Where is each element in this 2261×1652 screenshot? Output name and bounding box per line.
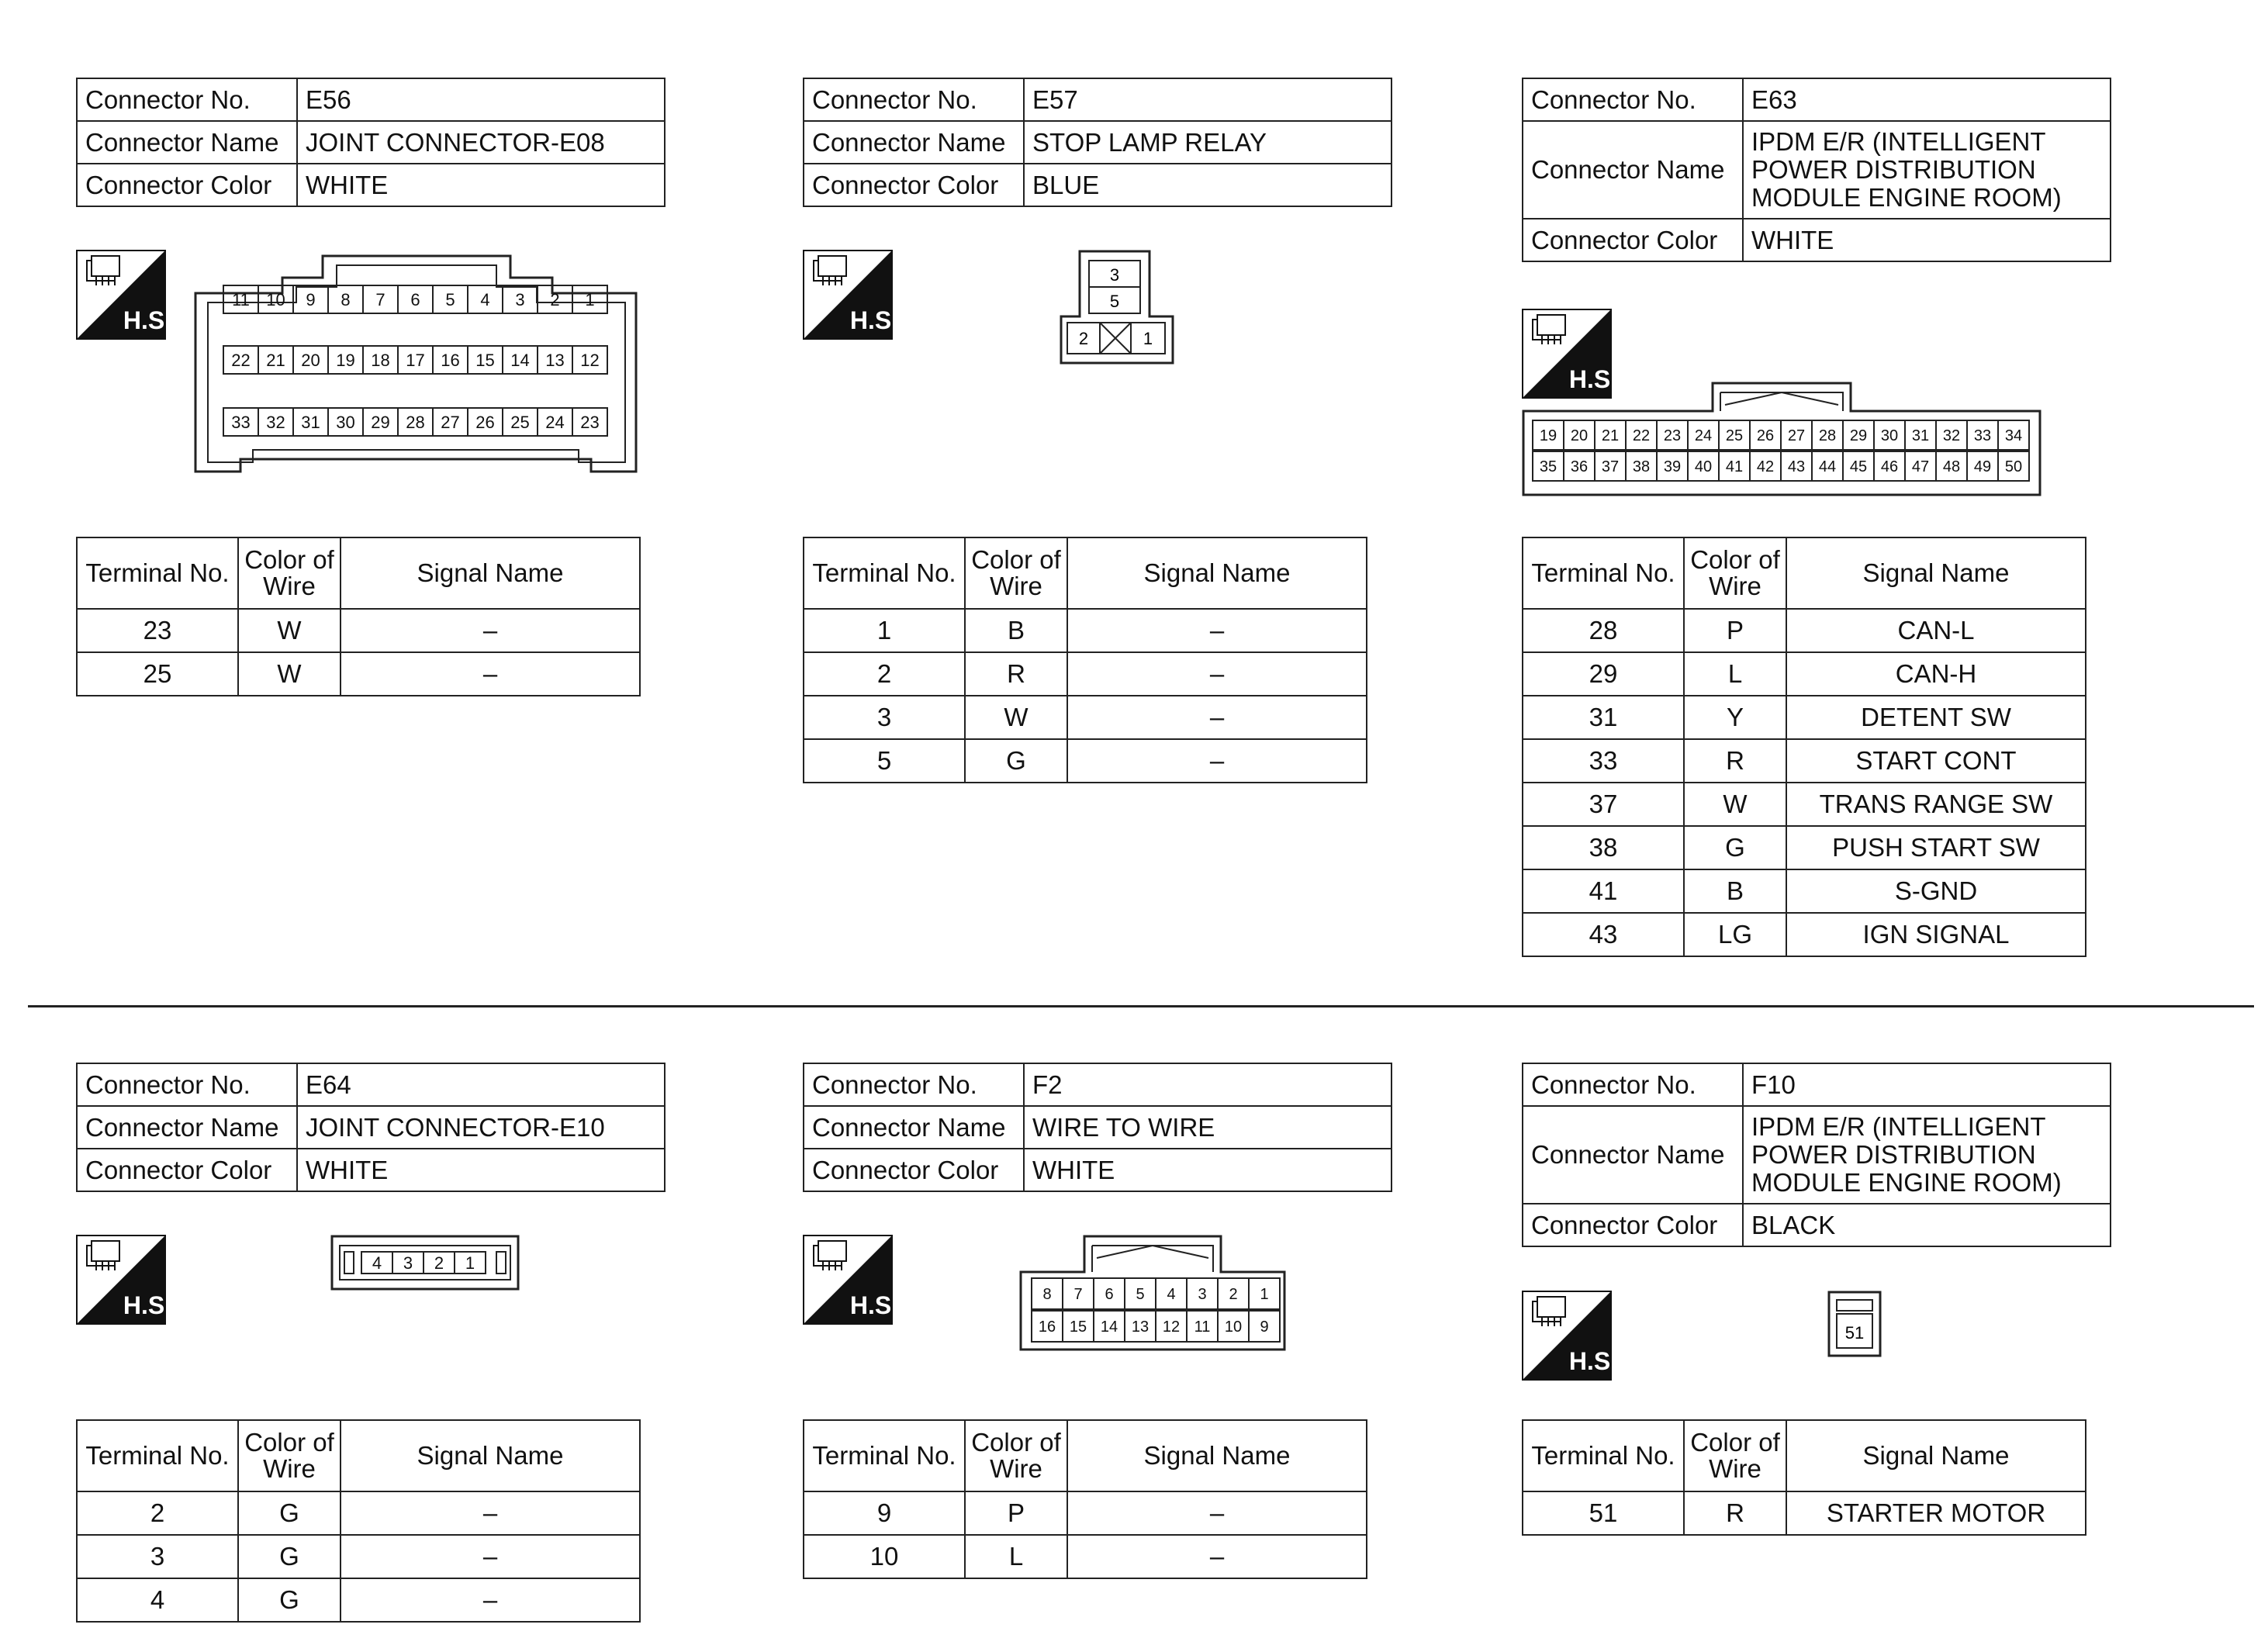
terminal-no-header: Terminal No. [804,537,965,609]
pin-label: 23 [580,412,600,432]
pin-label: 42 [1756,458,1775,476]
pin-label: 15 [475,350,495,370]
pin-label: 11 [232,289,250,309]
wire-color-cell: G [238,1491,341,1535]
signal-name-header: Signal Name [341,537,640,609]
wire-color-header: Color of Wire [965,537,1067,609]
pin-label: 43 [1787,458,1806,476]
table-row [804,1535,1367,1578]
wire-color-header: Color of Wire [1684,537,1786,609]
pin-label: 10 [1224,1318,1243,1336]
pin-label: 18 [371,350,390,370]
harness-side-icon [803,1235,899,1325]
pin-label: 24 [1694,427,1713,445]
pin-label: 19 [336,350,355,370]
table-row [1523,696,2086,739]
terminal-no-header: Terminal No. [1523,537,1684,609]
pin-label: 2 [434,1253,444,1273]
signal-name-cell: DETENT SW [1786,696,2086,739]
signal-name-cell: START CONT [1786,739,2086,783]
connector-info-table [1522,78,2111,262]
connector-panel-e64 [76,1063,666,1192]
table-row [1523,783,2086,826]
pin-label: 5 [1109,292,1120,311]
connector-panel-f10 [1522,1063,2111,1247]
pin-label: 27 [441,412,460,432]
connector-name-value: JOINT CONNECTOR-E10 [297,1106,665,1149]
connector-no-label: Connector No. [1523,78,1743,121]
connector-no-value: E63 [1743,78,2111,121]
pin-label: 36 [1570,458,1589,476]
pin-label: 1 [1143,329,1153,348]
pin-label: 45 [1849,458,1868,476]
terminal-no-cell: 23 [77,609,238,652]
signal-name-cell: – [1067,1491,1367,1535]
signal-name-cell: STARTER MOTOR [1786,1491,2086,1535]
wire-color-cell: B [965,609,1067,652]
pin-label: 39 [1663,458,1682,476]
pin-label: 20 [1570,427,1589,445]
wire-color-cell: LG [1684,913,1786,956]
connector-color-value: WHITE [297,164,665,206]
harness-side-icon [803,250,899,340]
terminal-table-e64 [76,1419,641,1623]
terminal-no-cell: 29 [1523,652,1684,696]
signal-name-cell: – [1067,696,1367,739]
terminal-no-cell: 28 [1523,609,1684,652]
pin-label: 22 [231,350,251,370]
pin-label: 29 [371,412,390,432]
connector-no-label: Connector No. [77,78,297,121]
wire-color-cell: R [965,652,1067,696]
terminal-no-cell: 3 [77,1535,238,1578]
pin-label: 46 [1880,458,1899,476]
pin-label: 32 [1942,427,1961,445]
connector-name-label: Connector Name [1523,1106,1743,1204]
connector-color-label: Connector Color [77,164,297,206]
terminal-no-header: Terminal No. [77,537,238,609]
wire-color-cell: P [1684,609,1786,652]
terminal-table-e57 [803,537,1367,783]
pin-label: 48 [1942,458,1961,476]
connector-info-table [803,78,1392,207]
pin-label: 28 [406,412,425,432]
table-row [77,1535,640,1578]
pin-label: 9 [1260,1318,1269,1336]
connector-no-value: F2 [1024,1063,1392,1106]
connector-face-e56 [194,250,639,473]
connector-no-value: E57 [1024,78,1392,121]
wire-color-cell: G [238,1578,341,1622]
signal-name-header: Signal Name [341,1420,640,1491]
connector-no-value: F10 [1743,1063,2111,1106]
signal-name-cell: – [341,1535,640,1578]
connector-info-table [76,78,666,207]
terminal-no-cell: 25 [77,652,238,696]
wire-color-cell: W [1684,783,1786,826]
terminal-no-cell: 4 [77,1578,238,1622]
pin-label: 15 [1069,1318,1087,1336]
connector-panel-e56 [76,78,666,207]
hs-label: H.S. [1568,1347,1618,1375]
table-row [1523,826,2086,869]
connector-face-e63 [1522,382,2043,498]
signal-name-header: Signal Name [1067,537,1367,609]
connector-face-f10 [1827,1291,1882,1357]
table-row [804,1491,1367,1535]
connector-face-e57 [1060,250,1176,366]
pin-label: 38 [1632,458,1651,476]
connector-no-label: Connector No. [1523,1063,1743,1106]
harness-side-icon [76,1235,172,1325]
wire-color-cell: Y [1684,696,1786,739]
connector-name-value: JOINT CONNECTOR-E08 [297,121,665,164]
pin-label: 47 [1911,458,1930,476]
pin-label: 6 [410,289,420,309]
connector-no-value: E64 [297,1063,665,1106]
terminal-no-header: Terminal No. [1523,1420,1684,1491]
pin-label: 1 [1260,1286,1269,1304]
table-row [804,696,1367,739]
pin-label: 8 [1042,1286,1052,1304]
pin-label: 14 [510,350,530,370]
signal-name-cell: – [341,1578,640,1622]
connector-no-value: E56 [297,78,665,121]
signal-name-cell: CAN-L [1786,609,2086,652]
terminal-table-e56 [76,537,641,696]
pin-label: 3 [1198,1286,1207,1304]
pin-label: 50 [2004,458,2023,476]
signal-name-cell: – [341,1491,640,1535]
signal-name-cell: – [1067,652,1367,696]
pin-label: 32 [266,412,285,432]
hs-label: H.S. [123,306,172,334]
table-row [804,739,1367,783]
hs-label: H.S. [849,1291,899,1319]
pin-label: 21 [1601,427,1620,445]
pin-label: 33 [1973,427,1992,445]
pin-label: 33 [231,412,251,432]
terminal-no-cell: 51 [1523,1491,1684,1535]
signal-name-cell: – [341,609,640,652]
signal-name-cell: IGN SIGNAL [1786,913,2086,956]
terminal-no-cell: 31 [1523,696,1684,739]
pin-label: 37 [1601,458,1620,476]
table-row [1523,869,2086,913]
connector-name-label: Connector Name [77,121,297,164]
table-row [1523,609,2086,652]
wire-color-header: Color of Wire [238,537,341,609]
connector-name-value: STOP LAMP RELAY [1024,121,1392,164]
pin-label: 23 [1663,427,1682,445]
pin-label: 31 [1911,427,1930,445]
connector-no-label: Connector No. [804,1063,1024,1106]
wire-color-cell: P [965,1491,1067,1535]
connector-name-value: IPDM E/R (INTELLIGENT POWER DISTRIBUTION MODULE ENGINE ROOM) [1743,121,2111,219]
wire-color-cell: R [1684,1491,1786,1535]
terminal-no-cell: 2 [804,652,965,696]
pin-label: 21 [266,350,285,370]
pin-label: 3 [403,1253,413,1273]
pin-label: 4 [1167,1286,1176,1304]
wire-color-cell: G [965,739,1067,783]
connector-color-label: Connector Color [804,1149,1024,1191]
pin-label: 16 [1038,1318,1056,1336]
connector-no-label: Connector No. [77,1063,297,1106]
wire-color-cell: W [965,696,1067,739]
wire-color-cell: R [1684,739,1786,783]
signal-name-cell: TRANS RANGE SW [1786,783,2086,826]
pin-label: 14 [1100,1318,1118,1336]
connector-color-value: BLUE [1024,164,1392,206]
section-divider [28,1005,2254,1007]
pin-label: 8 [341,289,351,309]
pin-label: 4 [480,289,490,309]
table-row [77,652,640,696]
hs-label: H.S. [1568,365,1618,393]
hs-label: H.S. [849,306,899,334]
signal-name-header: Signal Name [1786,1420,2086,1491]
pin-label: 3 [1109,265,1120,285]
table-row [1523,739,2086,783]
terminal-table-f10 [1522,1419,2086,1536]
terminal-no-cell: 37 [1523,783,1684,826]
connector-name-label: Connector Name [804,1106,1024,1149]
wire-color-header: Color of Wire [1684,1420,1786,1491]
terminal-table-e63 [1522,537,2086,957]
table-row [77,1578,640,1622]
terminal-no-cell: 10 [804,1535,965,1578]
connector-info-table [1522,1063,2111,1247]
pin-label: 30 [1880,427,1899,445]
connector-color-label: Connector Color [1523,1204,1743,1246]
terminal-no-header: Terminal No. [804,1420,965,1491]
connector-color-label: Connector Color [77,1149,297,1191]
connector-face-e64 [330,1235,520,1291]
pin-label: 11 [1194,1318,1211,1336]
terminal-table-f2 [803,1419,1367,1579]
pin-label: 34 [2004,427,2023,445]
pin-label: 5 [445,289,455,309]
terminal-no-cell: 38 [1523,826,1684,869]
connector-panel-f2 [803,1063,1392,1192]
pin-label: 29 [1849,427,1868,445]
pin-label: 2 [1229,1286,1238,1304]
connector-color-value: BLACK [1743,1204,2111,1246]
connector-color-value: WHITE [1024,1149,1392,1191]
connector-name-label: Connector Name [1523,121,1743,219]
pin-label: 10 [266,289,285,309]
pin-label: 30 [336,412,355,432]
signal-name-cell: – [1067,739,1367,783]
pin-label: 35 [1539,458,1557,476]
connector-no-label: Connector No. [804,78,1024,121]
signal-name-header: Signal Name [1067,1420,1367,1491]
pin-label: 7 [1073,1286,1083,1304]
table-row [1523,913,2086,956]
table-row [804,609,1367,652]
pin-label: 28 [1818,427,1837,445]
wire-color-cell: W [238,652,341,696]
pin-label: 51 [1844,1323,1865,1343]
pin-label: 6 [1105,1286,1114,1304]
wire-color-cell: W [238,609,341,652]
pin-label: 25 [1725,427,1744,445]
pin-label: 40 [1694,458,1713,476]
pin-label: 12 [1162,1318,1181,1336]
terminal-no-cell: 1 [804,609,965,652]
pin-label: 9 [306,289,316,309]
wire-color-cell: L [965,1535,1067,1578]
table-row [77,1491,640,1535]
terminal-no-cell: 5 [804,739,965,783]
pin-label: 1 [465,1253,475,1273]
signal-name-cell: – [1067,1535,1367,1578]
pin-label: 3 [515,289,525,309]
pin-label: 24 [545,412,565,432]
signal-name-cell: CAN-H [1786,652,2086,696]
pin-label: 4 [372,1253,382,1273]
pin-label: 16 [441,350,460,370]
wire-color-cell: G [1684,826,1786,869]
connector-face-f2 [1019,1235,1286,1351]
connector-name-label: Connector Name [77,1106,297,1149]
pin-label: 49 [1973,458,1992,476]
signal-name-cell: PUSH START SW [1786,826,2086,869]
pin-label: 25 [510,412,530,432]
terminal-no-cell: 41 [1523,869,1684,913]
table-row [804,652,1367,696]
pin-label: 22 [1632,427,1651,445]
wire-color-cell: G [238,1535,341,1578]
pin-label: 20 [301,350,320,370]
table-row [1523,1491,2086,1535]
connector-color-label: Connector Color [804,164,1024,206]
wire-color-cell: L [1684,652,1786,696]
pin-label: 2 [550,289,560,309]
connector-name-label: Connector Name [804,121,1024,164]
wire-color-cell: B [1684,869,1786,913]
terminal-no-cell: 9 [804,1491,965,1535]
signal-name-cell: – [341,652,640,696]
pin-label: 41 [1725,458,1744,476]
pin-label: 2 [1078,329,1089,348]
pin-label: 1 [585,289,595,309]
terminal-no-header: Terminal No. [77,1420,238,1491]
connector-color-value: WHITE [1743,219,2111,261]
connector-info-table [803,1063,1392,1192]
connector-info-table [76,1063,666,1192]
pin-label: 26 [1756,427,1775,445]
pin-label: 5 [1136,1286,1145,1304]
pin-label: 17 [406,350,425,370]
connector-color-value: WHITE [297,1149,665,1191]
pin-label: 7 [375,289,385,309]
table-row [77,609,640,652]
connector-color-label: Connector Color [1523,219,1743,261]
connector-panel-e57 [803,78,1392,207]
connector-name-value: IPDM E/R (INTELLIGENT POWER DISTRIBUTION MODULE ENGINE ROOM) [1743,1106,2111,1204]
table-row [1523,652,2086,696]
pin-label: 27 [1787,427,1806,445]
harness-side-icon [1522,1291,1618,1381]
pin-label: 31 [301,412,320,432]
signal-name-cell: S-GND [1786,869,2086,913]
hs-label: H.S. [123,1291,172,1319]
pin-label: 44 [1818,458,1837,476]
pin-label: 19 [1539,427,1557,445]
terminal-no-cell: 33 [1523,739,1684,783]
connector-name-value: WIRE TO WIRE [1024,1106,1392,1149]
wire-color-header: Color of Wire [238,1420,341,1491]
connector-panel-e63 [1522,78,2111,262]
terminal-no-cell: 2 [77,1491,238,1535]
pin-label: 12 [580,350,600,370]
wire-color-header: Color of Wire [965,1420,1067,1491]
pin-label: 26 [475,412,495,432]
pin-label: 13 [545,350,565,370]
signal-name-header: Signal Name [1786,537,2086,609]
harness-side-icon [76,250,172,340]
signal-name-cell: – [1067,609,1367,652]
terminal-no-cell: 43 [1523,913,1684,956]
terminal-no-cell: 3 [804,696,965,739]
pin-label: 13 [1131,1318,1150,1336]
